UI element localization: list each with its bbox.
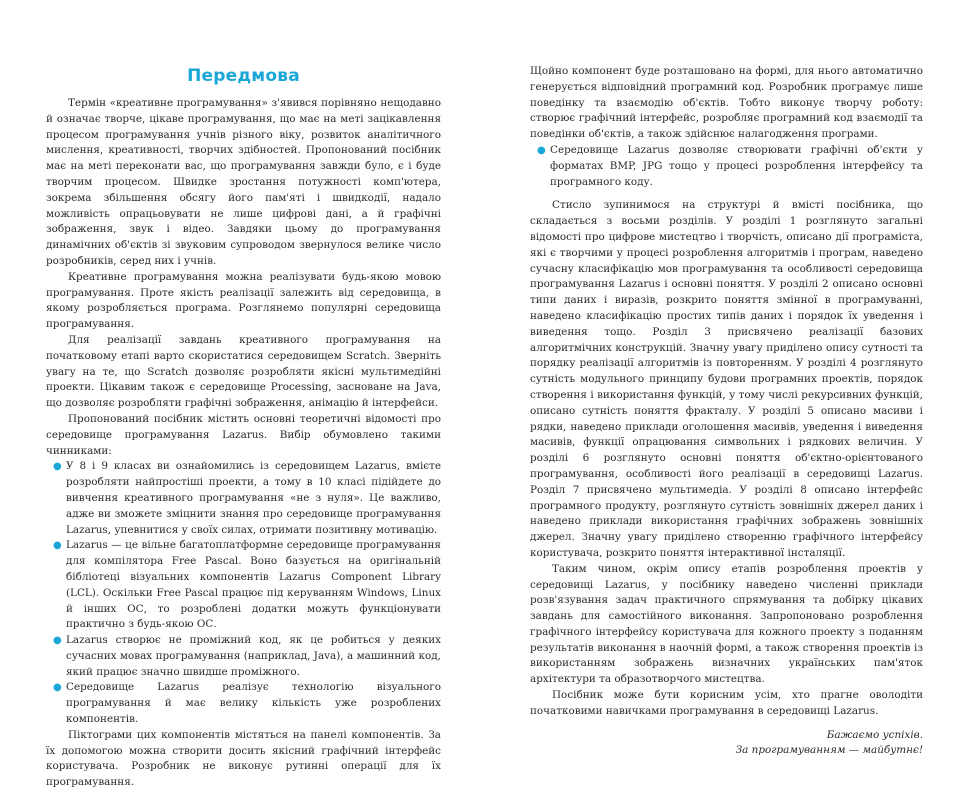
bullet-text: Середовище Lazarus дозволяє створювати графічні об'єкти у форматах BMP, JPG тощо у процесі розроблення інтерфейсу та програмного коду.: [550, 143, 923, 188]
paragraph: Щойно компонент буде розташовано на формі, для нього автоматично генерується відповідний програмний код. Розробник програмує лише поведінку та взаємодію об'єктів. Тобто виконує творчу роботу: створює графічний інтерфейс, розробляє програмний код взаємодії та поведінки об'єктів, а також здійснює налагодження програми.: [530, 65, 923, 141]
paragraph: Пропонований посібник містить основні теоретичні відомості про середовище програмування Lazarus. Вибір обумовлено такими чинниками:: [46, 412, 441, 457]
bullet-item: [46, 633, 441, 680]
closing-motto: За програмуванням — майбутнє!: [735, 744, 923, 757]
paragraph: Піктограми цих компонентів містяться на панелі компонентів. За їх допомогою можна створити досить якісний графічний інтерфейс користувача. Розробник не виконує рутинні операції для їх програмування.: [46, 728, 441, 789]
bullet-dot-icon: ●: [53, 635, 62, 647]
page-title: Передмова: [187, 66, 300, 86]
bullet-dot-icon: ●: [53, 540, 62, 552]
bullet-dot-icon: ●: [53, 461, 62, 473]
bullet-dot-icon: ●: [537, 144, 546, 156]
paragraph: Стисло зупинимося на структурі й вмісті посібника, що складається з восьми розділів. У розділі 1 розглянуто загальні відомості про цифрове мистецтво і творчість, описано дії програміста, які є творчими у процесі розроблення алгоритмів і програм, наведено сучасну класифікацію мов програмування та особливості середовища програмування Lazarus і основні поняття. У розділі 2 описано основні типи даних і виразів, розкрито поняття змінної в програмуванні, наведено класифікацію простих типів даних і порядок їх уведення і виведення тощо. Розділ 3 присвячено реалізації базових алгоритмічних конструкцій. Значну увагу приділено опису сутності та порядку реалізації алгоритмів із повторенням. У розділі 4 розглянуто сутність модульного принципу будови програмних проектів, порядок створення і використання функцій, у тому числі рекурсивних функцій, описано сутність поняття фракталу. У розділі 5 описано масиви і рядки, наведено приклади оголошення масивів, уведення і виведення масивів, функції опрацювання символьних і рядкових величин. У розділі 6 розглянуто основні поняття об'єктно-орієнтованого програмування, особливості його реалізації в середовищі Lazarus. Розділ 7 присвячено мультимедіа. У розділі 8 описано інтерфейс програмного продукту, розглянуто сутність зовнішніх джерел даних і наведено приклади використання графічних зображень зовнішніх джерел. Значну увагу приділено створенню графічного інтерфейсу користувача, розкрито поняття інтерактивної інсталяції.: [530, 199, 923, 559]
paragraph: Таким чином, окрім опису етапів розроблення проектів у середовищі Lazarus, у посібнику наведено численні приклади розв'язування задач практичного спрямування та добірку цікавих завдань для самостійного виконання. Запропоновано розроблення графічного інтерфейсу користувача для кожного проекту з поданням результатів виконання в наочній формі, а також створення проектів із використанням зображень визначних українських пам'яток архітектури та образотворчого мистецтва.: [530, 562, 923, 686]
paragraph: Креативне програмування можна реалізувати будь-якою мовою програмування. Проте якість реалізації залежить від середовища, в якому розробляється програма. Розглянемо популярні середовища програмування.: [46, 270, 441, 331]
left-page: [46, 96, 441, 791]
bullet-text: Lazarus створює не проміжний код, як це робиться у деяких сучасних мовах програмування (наприклад, Java), а машинний код, який працює значно швидше проміжного.: [66, 634, 441, 678]
paragraph: Термін «креативне програмування» з'явився порівняно нещодавно й означає творче, цікаве програмування, що має на меті зацікавлення процесом програмування учнів різного віку, розвиток аналітичного мислення, креативності, творчих здібностей. Пропонований посібник має на меті переконати вас, що програмування завжди було, є і буде творчим процесом. Швидке зростання потужності комп'ютера, зокрема збільшення обсягу його пам'яті і швидкодії, надало можливість опрацьовувати не лише цифрові дані, а й графічні зображення, звук і відео. Завдяки цьому до програмування динамічних об'єктів зі звуковим супроводом звернулося велике число розробників, серед них і учнів.: [46, 97, 441, 267]
paragraph: Для реалізації завдань креативного програмування на початковому етапі варто скористатися середовищем Scratch. Зверніть увагу на те, що Scratch дозволяє розробляти якісні мультимедійні проекти. Цікавим також є середовище Processing, засноване на Java, що дозволяє розробляти графічні зображення, анімацію й інтерфейси.: [46, 333, 441, 410]
bullet-dot-icon: ●: [53, 682, 62, 694]
bullet-item: [46, 538, 441, 633]
bullet-item: [46, 459, 441, 538]
paragraph: Посібник може бути корисним усім, хто прагне оволодіти початковими навичками програмування в середовищі Lazarus.: [530, 689, 923, 717]
bullet-text: Lazarus — це вільне багатоплатформне середовище програмування для компілятора Free Pascal. Воно базується на оригінальній бібліотеці візуальних компонентів Lazarus Component Library (LCL). Оскільки Free Pascal працює під керуванням Windows, Linux й інших ОС, то розроблені додатки можуть функціонувати практично з будь-якою ОС.: [66, 539, 441, 631]
bullet-text: Середовище Lazarus реалізує технологію візуального програмування й має велику кількість уже розроблених компонентів.: [66, 681, 441, 726]
closing-wish: Бажаємо успіхів.: [826, 728, 923, 741]
right-page: [530, 64, 923, 759]
bullet-text: У 8 і 9 класах ви ознайомились із середовищем Lazarus, вмієте розробляти найпростіші проекти, а тому в 10 класі підійдете до вивчення креативного програмування «не з нуля». Це важливо, адже ви зможете зміцнити знання про середовище програмування Lazarus, упевнитися у своїх силах, отримати позитивну мотивацію.: [66, 460, 441, 536]
bullet-item: [530, 143, 923, 190]
bullet-item: [46, 680, 441, 727]
